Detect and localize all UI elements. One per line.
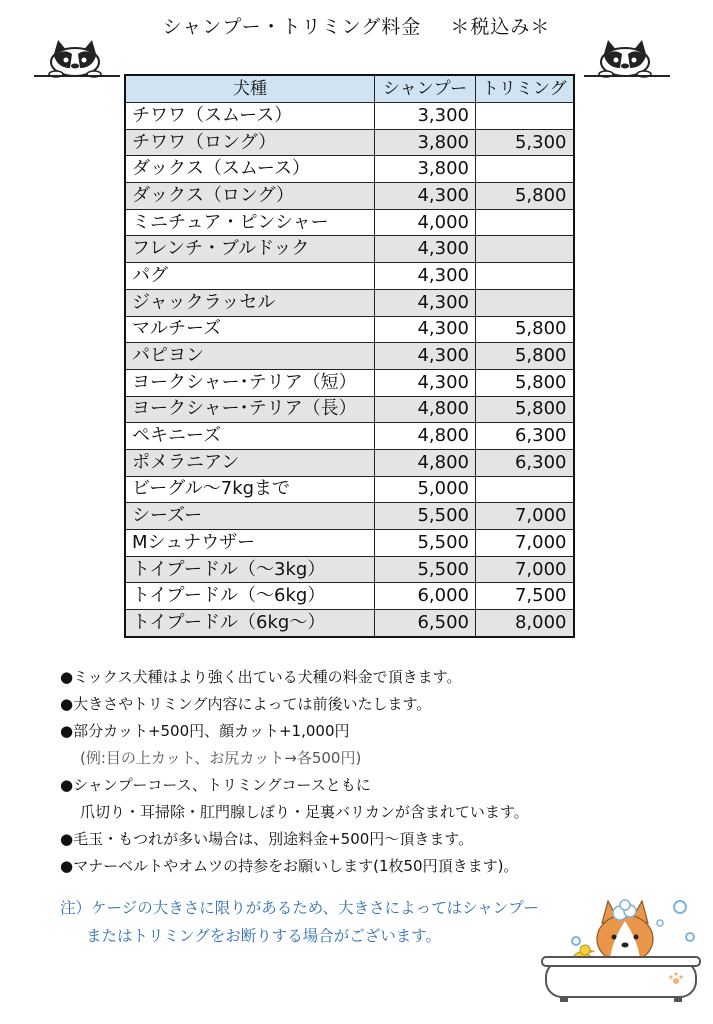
cell-breed: トイプードル（～6kg）: [125, 583, 375, 610]
cell-shampoo-price: 5,500: [375, 503, 476, 530]
column-header-trimming: トリミング: [476, 75, 574, 103]
cell-breed: ダックス（スムース）: [125, 156, 375, 183]
cell-shampoo-price: 5,500: [375, 556, 476, 583]
cell-shampoo-price: 4,800: [375, 423, 476, 450]
cell-trimming-price: [476, 103, 574, 130]
french-bulldog-icon: [34, 38, 120, 78]
table-row: [125, 423, 574, 450]
cell-shampoo-price: 3,800: [375, 129, 476, 156]
page-title: [0, 12, 713, 39]
cell-shampoo-price: 6,000: [375, 583, 476, 610]
cell-trimming-price: 5,800: [476, 183, 574, 210]
cell-shampoo-price: 4,300: [375, 236, 476, 263]
table-row: [125, 236, 574, 263]
table-row: [125, 610, 574, 637]
note-matted-fur: ●毛玉・もつれが多い場合は、別途料金+500円～頂きます。: [60, 830, 474, 848]
table-row: [125, 530, 574, 557]
caution-line-2: またはトリミングをお断りする場合がございます。: [86, 927, 441, 945]
table-header-row: [125, 75, 574, 103]
table-row: [125, 156, 574, 183]
table-row: [125, 476, 574, 503]
cell-breed: ダックス（ロング）: [125, 183, 375, 210]
cell-shampoo-price: 4,300: [375, 343, 476, 370]
note-manner-belt: ●マナーベルトやオムツの持参をお願いします(1枚50円頂きます)。: [60, 857, 519, 875]
cell-trimming-price: 7,000: [476, 530, 574, 557]
cell-trimming-price: 7,500: [476, 583, 574, 610]
cell-breed: ジャックラッセル: [125, 289, 375, 316]
column-header-shampoo: シャンプー: [375, 75, 476, 103]
cell-trimming-price: [476, 209, 574, 236]
cell-breed: ヨークシャー･テリア（短）: [125, 369, 375, 396]
cell-breed: パグ: [125, 263, 375, 290]
table-row: [125, 343, 574, 370]
tax-note: ＊税込み＊: [450, 16, 551, 38]
table-row: [125, 449, 574, 476]
note-partial-cut: ●部分カット+500円、顔カット+1,000円: [60, 722, 350, 740]
notes-list: [60, 664, 700, 880]
cell-breed: マルチーズ: [125, 316, 375, 343]
cell-trimming-price: 6,300: [476, 449, 574, 476]
table-row: [125, 129, 574, 156]
cell-breed: トイプードル（6kg～）: [125, 610, 375, 637]
cell-breed: パピヨン: [125, 343, 375, 370]
cell-breed: ミニチュア・ピンシャー: [125, 209, 375, 236]
table-row: [125, 209, 574, 236]
price-table-body: [125, 103, 574, 637]
cell-trimming-price: 5,800: [476, 369, 574, 396]
cell-trimming-price: 7,000: [476, 556, 574, 583]
cell-shampoo-price: 5,500: [375, 530, 476, 557]
cell-breed: チワワ（スムース）: [125, 103, 375, 130]
cell-shampoo-price: 4,300: [375, 263, 476, 290]
price-table: [124, 74, 575, 638]
cell-trimming-price: [476, 263, 574, 290]
cell-shampoo-price: 4,300: [375, 316, 476, 343]
cell-shampoo-price: 4,800: [375, 396, 476, 423]
cell-shampoo-price: 5,000: [375, 476, 476, 503]
french-bulldog-icon: [584, 38, 670, 78]
cell-trimming-price: 5,300: [476, 129, 574, 156]
caution-note: [60, 894, 620, 950]
table-row: [125, 396, 574, 423]
note-course-includes-detail: 爪切り・耳掃除・肛門腺しぼり・足裏バリカンが含まれています。: [80, 803, 529, 821]
cell-breed: ポメラニアン: [125, 449, 375, 476]
table-row: [125, 183, 574, 210]
caution-line-1: 注）ケージの大きさに限りがあるため、大きさによってはシャンプー: [60, 899, 539, 917]
cell-shampoo-price: 4,300: [375, 289, 476, 316]
note-mixed-breed: ●ミックス犬種はより強く出ている犬種の料金で頂きます。: [60, 668, 462, 686]
table-row: [125, 316, 574, 343]
cell-shampoo-price: 3,300: [375, 103, 476, 130]
cell-breed: シーズー: [125, 503, 375, 530]
cell-breed: チワワ（ロング）: [125, 129, 375, 156]
cell-trimming-price: [476, 156, 574, 183]
cell-trimming-price: 5,800: [476, 343, 574, 370]
cell-trimming-price: 5,800: [476, 396, 574, 423]
cell-breed: ヨークシャー･テリア（長）: [125, 396, 375, 423]
cell-trimming-price: [476, 476, 574, 503]
note-partial-cut-example: (例:目の上カット、お尻カット→各500円): [80, 749, 362, 767]
cell-breed: Mシュナウザー: [125, 530, 375, 557]
column-header-breed: 犬種: [125, 75, 375, 103]
cell-shampoo-price: 6,500: [375, 610, 476, 637]
title-text: シャンプー・トリミング料金: [162, 16, 422, 38]
table-row: [125, 369, 574, 396]
table-row: [125, 289, 574, 316]
cell-breed: ペキニーズ: [125, 423, 375, 450]
cell-trimming-price: 6,300: [476, 423, 574, 450]
cell-trimming-price: [476, 289, 574, 316]
note-size-variation: ●大きさやトリミング内容によっては前後いたします。: [60, 695, 432, 713]
cell-trimming-price: 7,000: [476, 503, 574, 530]
note-course-includes: ●シャンプーコース、トリミングコースともに: [60, 776, 371, 794]
cell-shampoo-price: 4,300: [375, 183, 476, 210]
corgi-bath-illustration: [540, 893, 705, 1005]
table-row: [125, 556, 574, 583]
cell-shampoo-price: 4,000: [375, 209, 476, 236]
table-row: [125, 103, 574, 130]
cell-trimming-price: [476, 236, 574, 263]
cell-shampoo-price: 3,800: [375, 156, 476, 183]
cell-trimming-price: 8,000: [476, 610, 574, 637]
table-row: [125, 263, 574, 290]
cell-breed: ビーグル～7kgまで: [125, 476, 375, 503]
cell-shampoo-price: 4,800: [375, 449, 476, 476]
cell-shampoo-price: 4,300: [375, 369, 476, 396]
cell-trimming-price: 5,800: [476, 316, 574, 343]
cell-breed: フレンチ・ブルドック: [125, 236, 375, 263]
cell-breed: トイプードル（～3kg）: [125, 556, 375, 583]
table-row: [125, 583, 574, 610]
table-row: [125, 503, 574, 530]
